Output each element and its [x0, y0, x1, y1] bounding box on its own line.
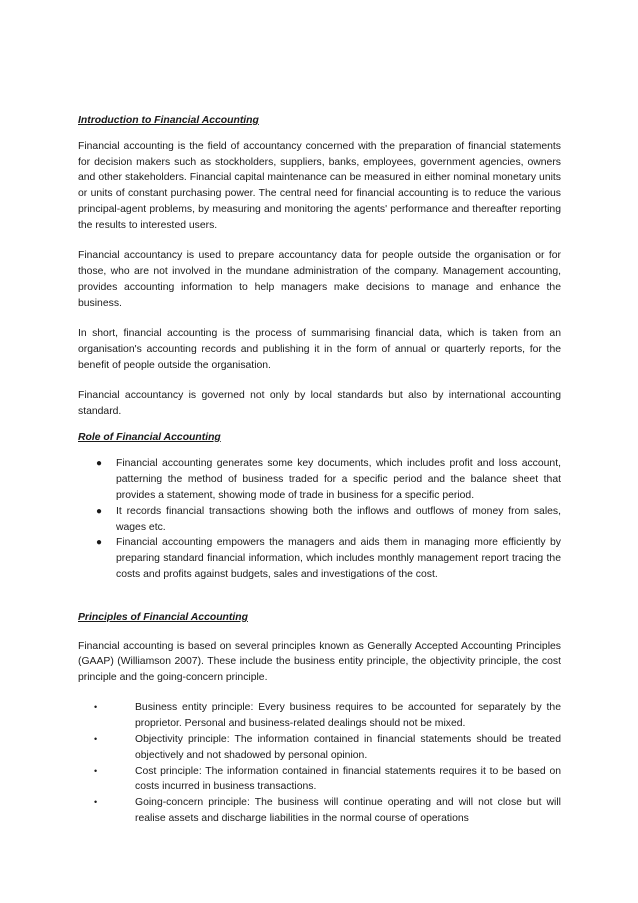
principles-paragraph: Financial accounting is based on several principles known as Generally Accepted Accounting Principles (GAAP) (Williamson 2007). These include the business entity principle, the objectivity principle, the cost principle and the going-concern principle.: [78, 640, 561, 684]
bullet-dot-icon: •: [94, 702, 98, 713]
principle-bullet-text: Objectivity principle: The information contained in financial statements should be treated objectively and not shadowed by personal opinion.: [135, 734, 561, 761]
principle-bullet-text: Business entity principle: Every business requires to be accounted for separately by the proprietor. Personal and business-related dealings should not be mixed.: [135, 702, 561, 730]
list-item: [78, 700, 561, 732]
role-bullet-list: [78, 456, 561, 582]
list-item: [78, 456, 561, 503]
section-heading-principles: Principles of Financial Accounting: [78, 611, 248, 623]
list-item: [78, 795, 561, 827]
section-heading-introduction: Introduction to Financial Accounting: [78, 115, 259, 126]
bullet-dot-icon: •: [94, 734, 98, 745]
role-bullet-text: Financial accounting generates some key documents, which includes profit and loss account, patterning the method of business traded for a specific period and the balance sheet that provides a statement, showing mode of trade in business for a specific period.: [116, 458, 561, 501]
intro-paragraph-3: In short, financial accounting is the process of summarising financial data, which is taken from an organisation's accounting records and publishing it in the form of annual or quarterly reports, for the benefit of people outside the organisation.: [78, 327, 561, 371]
bullet-dot-icon: ●: [96, 458, 103, 470]
intro-paragraph-2: Financial accountancy is used to prepare accountancy data for people outside the organisation or for those, who are not involved in the mundane administration of the company. Management accounting, provides accounting information to help managers make decisions to manage and enhance the business.: [78, 250, 561, 309]
intro-paragraph-4: Financial accountancy is governed not only by local standards but also by international accounting standard.: [78, 389, 561, 417]
list-item: [78, 504, 561, 536]
document-page: [78, 113, 561, 827]
bullet-dot-icon: •: [94, 765, 98, 776]
bullet-dot-icon: ●: [96, 505, 103, 517]
principle-bullet-text: Cost principle: The information contained in financial statements requires it to be based on costs incurred in business transactions.: [135, 765, 561, 793]
principles-bullet-list: [78, 700, 561, 826]
list-item: [78, 732, 561, 764]
list-item: [78, 764, 561, 796]
principle-bullet-text: Going-concern principle: The business will continue operating and will not close but will realise assets and discharge liabilities in the normal course of operations: [135, 797, 561, 825]
role-bullet-text: Financial accounting empowers the managers and aids them in managing more efficiently by preparing standard financial information, which includes monthly management report tracing the costs and profits against budgets, sales and investigations of the cost.: [116, 537, 561, 580]
intro-paragraph-1: Financial accounting is the field of accountancy concerned with the preparation of financial statements for decision makers such as stockholders, suppliers, banks, employees, government agencies, owners and other stakeholders. Financial capital maintenance can be measured in either nominal monetary units or units of constant purchasing power. The central need for financial accounting is to reduce the various principal-agent problems, by measuring and monitoring the agents' performance and thereafter reporting the results to interested users.: [78, 140, 561, 231]
list-item: [78, 535, 561, 582]
bullet-dot-icon: ●: [96, 537, 103, 549]
bullet-dot-icon: •: [94, 797, 98, 808]
section-heading-role: Role of Financial Accounting: [78, 431, 221, 443]
role-bullet-text: It records financial transactions showing both the inflows and outflows of money from sales, wages etc.: [116, 505, 561, 533]
